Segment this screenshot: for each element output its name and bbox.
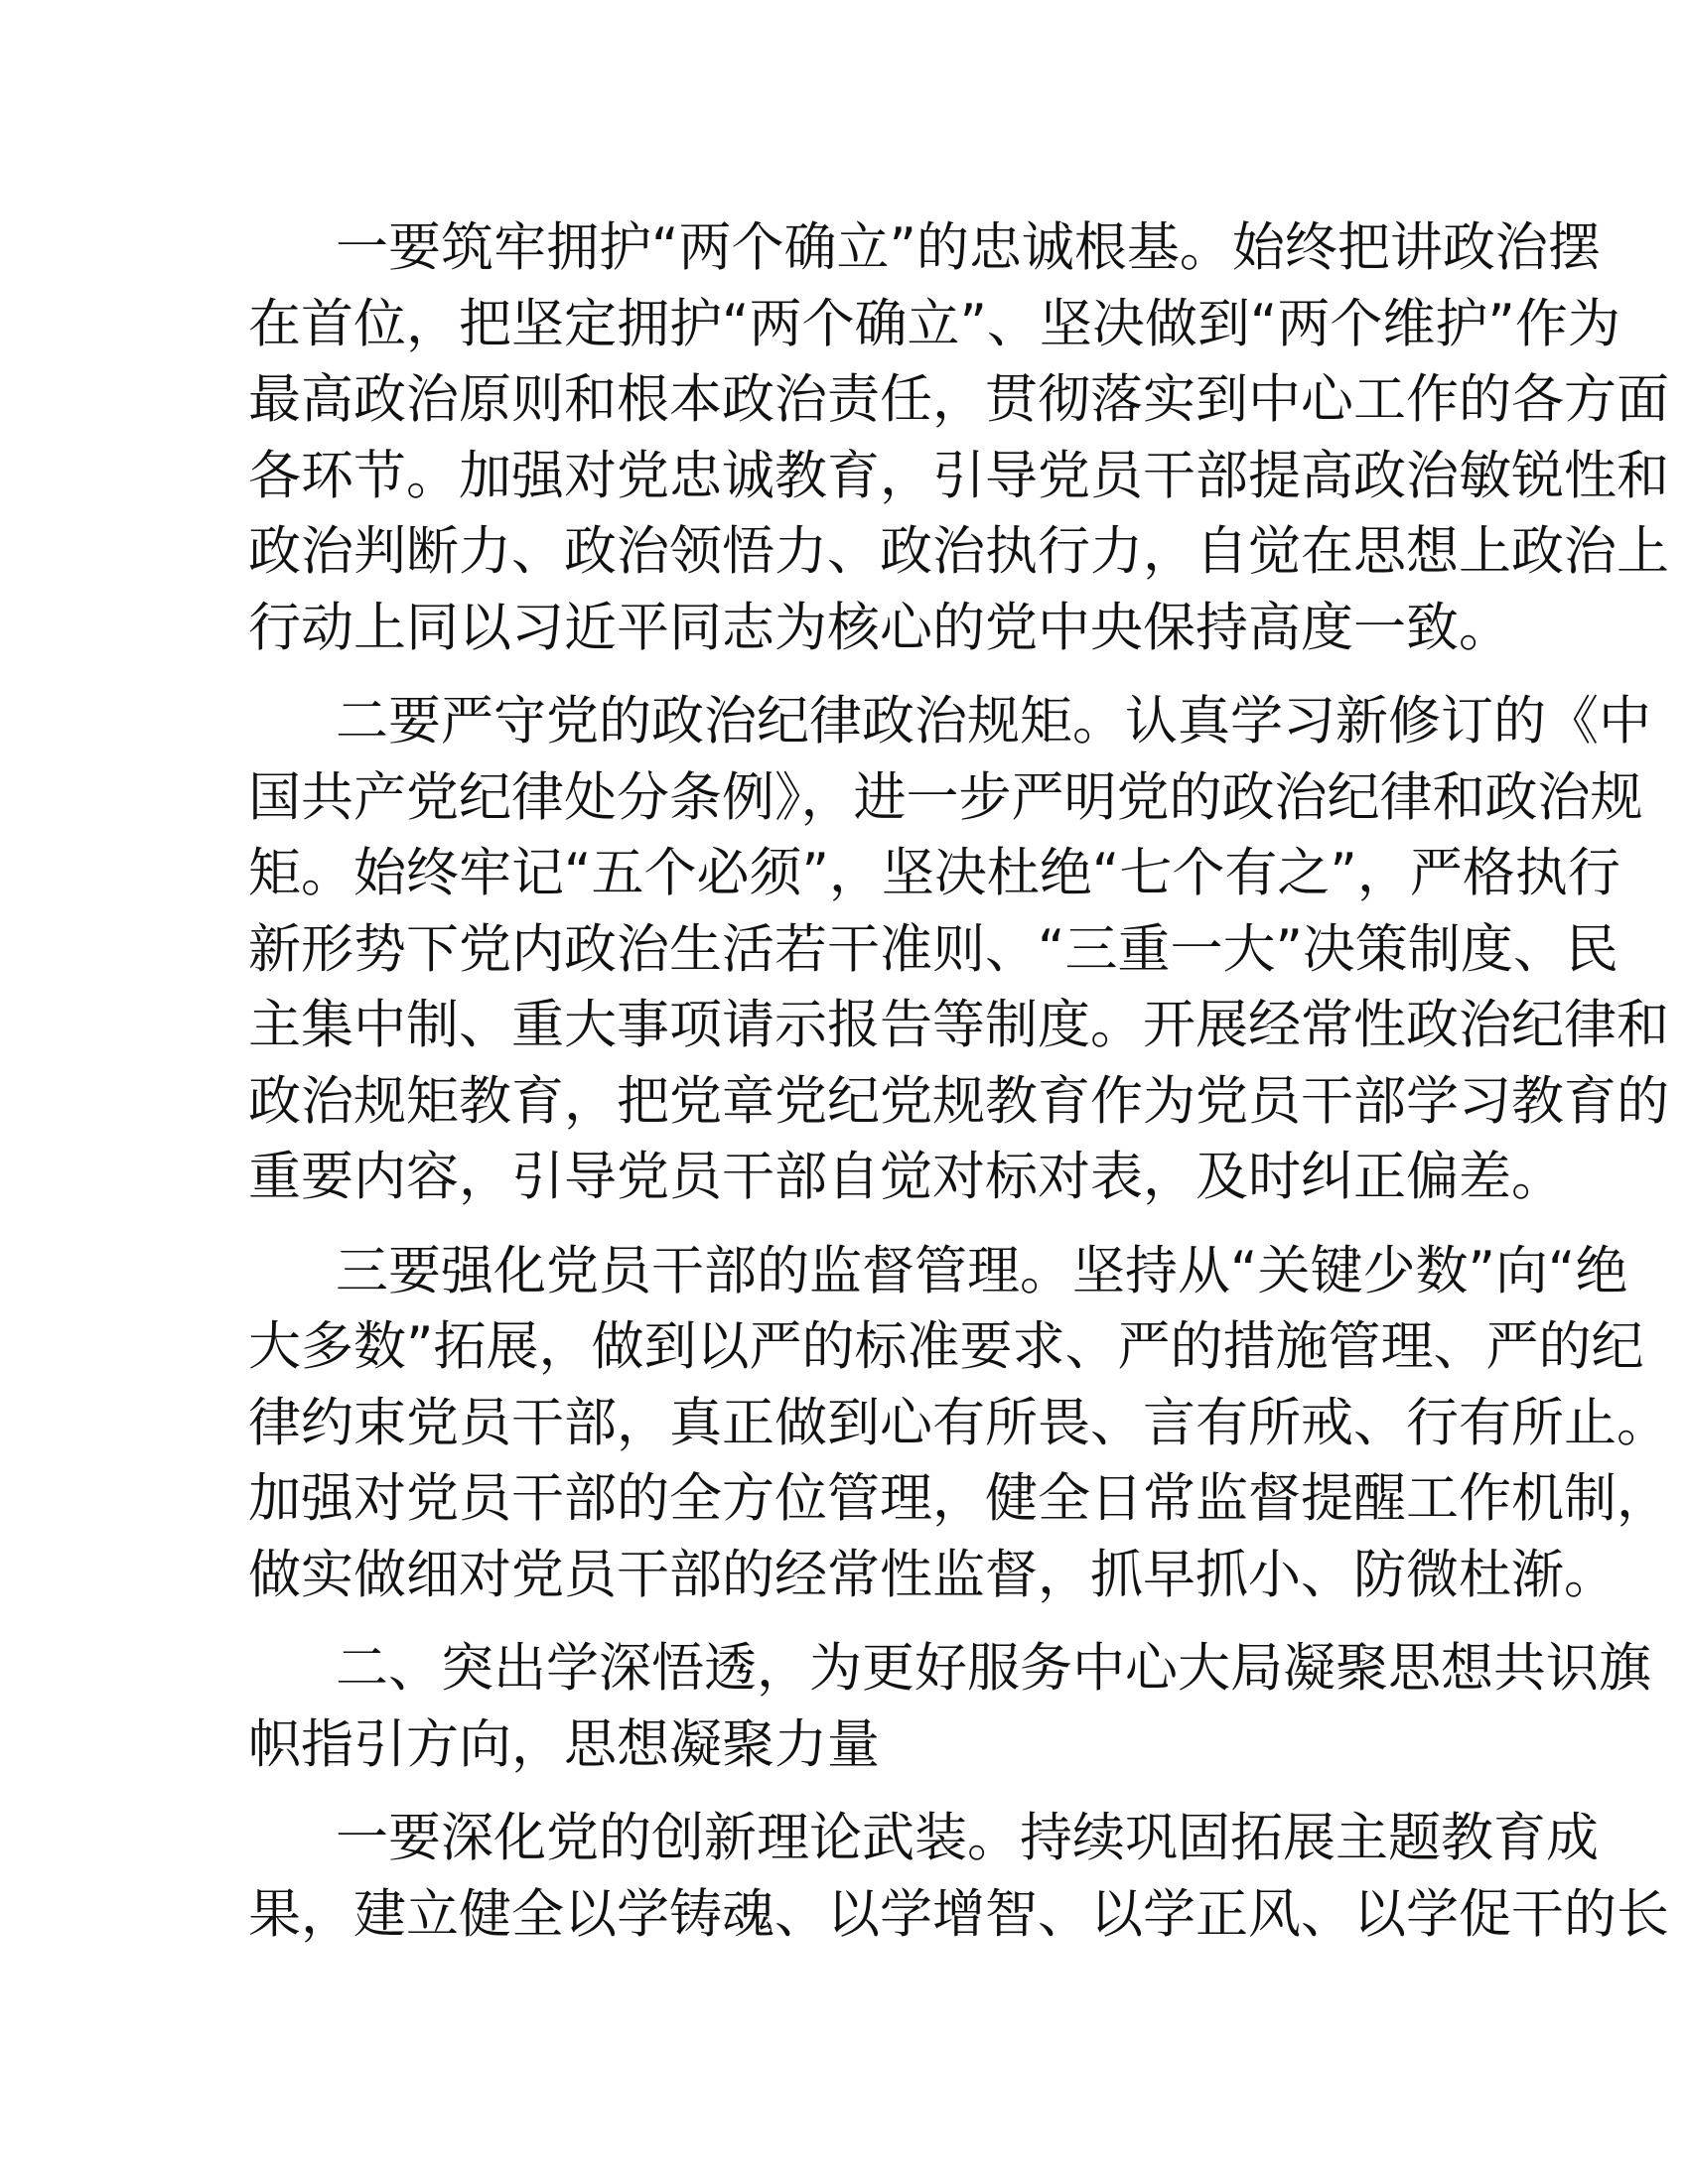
text-line: 一要筑牢拥护“两个确立”的忠诚根基。始终把讲政治摆 — [336, 217, 1601, 278]
text-line: 三要强化党员干部的监督管理。坚持从“关键少数”向“绝 — [336, 1240, 1628, 1301]
text-line: 重要内容，引导党员干部自觉对标对表，及时纠正偏差。 — [248, 1147, 1564, 1207]
paragraph-political-discipline — [248, 684, 1669, 1216]
paragraph-political-loyalty — [248, 210, 1669, 666]
heading-line: 二、突出学深悟透，为更好服务中心大局凝聚思想共识旗 — [336, 1638, 1651, 1699]
text-line: 政治判断力、政治领悟力、政治执行力，自觉在思想上政治上 — [248, 521, 1669, 582]
text-line: 最高政治原则和根本政治责任，贯彻落实到中心工作的各方面 — [248, 369, 1669, 430]
text-line: 新形势下党内政治生活若干准则、“三重一大”决策制度、民 — [248, 918, 1618, 980]
text-line: 矩。始终牢记“五个必须”，坚决杜绝“七个有之”，严格执行 — [248, 843, 1620, 903]
text-line: 果，建立健全以学铸魂、以学增智、以学正风、以学促干的长 — [248, 1883, 1669, 1945]
text-line: 国共产党纪律处分条例》，进一步严明党的政治纪律和政治规 — [248, 766, 1643, 828]
text-line: 一要深化党的创新理论武装。持续巩固拓展主题教育成 — [336, 1808, 1599, 1868]
text-line: 加强对党员干部的全方位管理，健全日常监督提醒工作机制， — [248, 1468, 1669, 1529]
text-line: 主集中制、重大事项请示报告等制度。开展经常性政治纪律和 — [248, 995, 1669, 1055]
text-line: 在首位，把坚定拥护“两个确立”、坚决做到“两个维护”作为 — [248, 293, 1620, 354]
heading-line: 帜指引方向，思想凝聚力量 — [248, 1713, 880, 1775]
text-line: 做实做细对党员干部的经常性监督，抓早抓小、防微杜渐。 — [248, 1544, 1617, 1605]
document-page — [248, 210, 1669, 1971]
paragraph-supervision — [248, 1234, 1669, 1614]
text-line: 各环节。加强对党忠诚教育，引导党员干部提高政治敏锐性和 — [248, 445, 1669, 506]
text-line: 大多数”拓展，做到以严的标准要求、严的措施管理、严的纪 — [248, 1316, 1644, 1377]
text-line: 二要严守党的政治纪律政治规矩。认真学习新修订的《中 — [336, 691, 1651, 751]
text-line: 行动上同以习近平同志为核心的党中央保持高度一致。 — [248, 597, 1511, 658]
section-heading — [248, 1631, 1651, 1783]
paragraph-theory-study — [248, 1801, 1669, 1953]
text-line: 律约束党员干部，真正做到心有所畏、言有所戒、行有所止。 — [248, 1392, 1669, 1453]
text-line: 政治规矩教育，把党章党纪党规教育作为党员干部学习教育的 — [248, 1070, 1669, 1132]
